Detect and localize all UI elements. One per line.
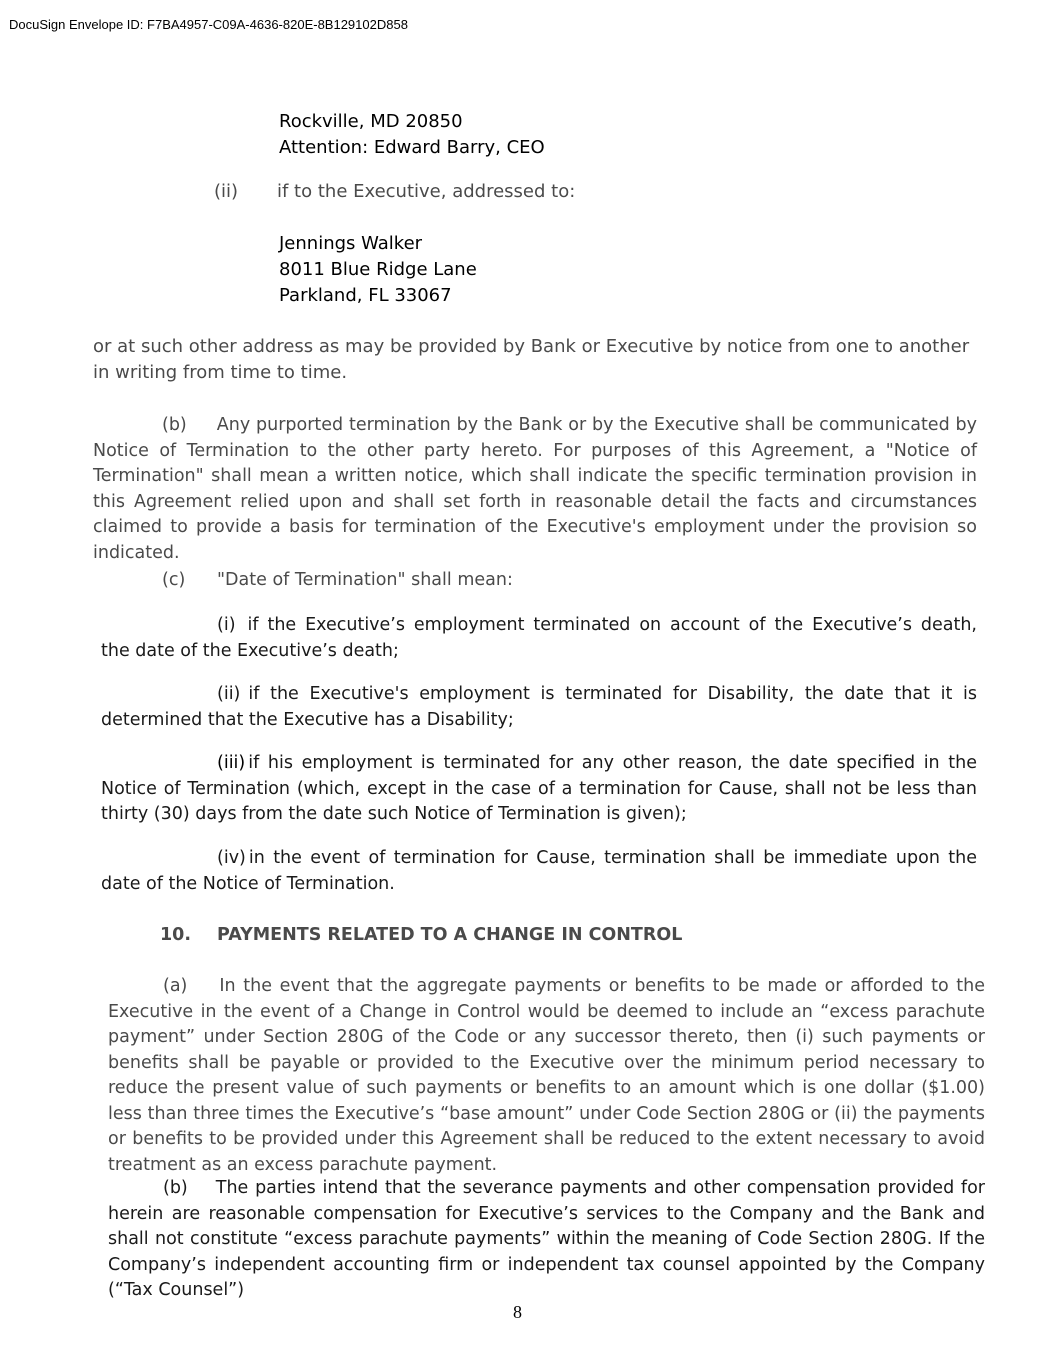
paragraph-b-label: (b)	[162, 415, 187, 435]
sub-item-iv-text: in the event of termination for Cause, termination shall be immediate upon the date of the Notice of Termination.	[101, 848, 977, 894]
sub-item-iv	[101, 846, 977, 897]
sub-item-iv-label: (iv)	[217, 848, 246, 868]
sub-item-i-label: (i)	[217, 615, 236, 635]
docusign-envelope-id: DocuSign Envelope ID: F7BA4957-C09A-4636-820E-8B129102D858	[9, 17, 408, 32]
executive-notice-text: if to the Executive, addressed to:	[277, 181, 576, 202]
executive-city: Parkland, FL 33067	[279, 285, 452, 306]
paragraph-10b	[108, 1176, 985, 1304]
section-10-title: PAYMENTS RELATED TO A CHANGE IN CONTROL	[217, 925, 683, 945]
page-number: 8	[513, 1302, 522, 1322]
bank-address-city: Rockville, MD 20850	[279, 111, 463, 132]
sub-item-iii-text: if his employment is terminated for any other reason, the date specified in the Notice of Termination (which, except in the case of a termination for Cause, shall not be less than thirty (30) days from the date such Notice of Termination is given);	[101, 753, 977, 824]
sub-item-iii-label: (iii)	[217, 753, 246, 773]
executive-name: Jennings Walker	[279, 233, 423, 254]
paragraph-10a-label: (a)	[163, 976, 188, 996]
executive-street: 8011 Blue Ridge Lane	[279, 259, 477, 280]
paragraph-10a	[108, 974, 985, 1178]
paragraph-c-label: (c)	[162, 570, 186, 590]
paragraph-c-text: "Date of Termination" shall mean:	[217, 570, 513, 590]
sub-item-ii-label: (ii)	[217, 684, 241, 704]
sub-item-iii	[101, 751, 977, 828]
paragraph-10b-text: The parties intend that the severance payments and other compensation provided for herein are reasonable compensation for Executive’s services to the Company and the Bank and shall not constitute “excess parachute payments” within the meaning of Code Section 280G. If the Company’s independent accounting firm or independent tax counsel appointed by the Company (“Tax Counsel”)	[108, 1178, 985, 1300]
paragraph-b	[93, 413, 977, 566]
section-10-number: 10.	[160, 925, 192, 945]
sub-item-ii-text: if the Executive's employment is terminated for Disability, the date that it is determined that the Executive has a Disability;	[101, 684, 977, 730]
sub-item-i-text: if the Executive’s employment terminated on account of the Executive’s death, the date of the Executive’s death;	[101, 615, 977, 661]
other-address-paragraph: or at such other address as may be provided by Bank or Executive by notice from one to another in writing from time to time.	[93, 336, 970, 383]
bank-address-attention: Attention: Edward Barry, CEO	[279, 137, 545, 158]
sub-item-i	[101, 613, 977, 664]
paragraph-b-text: Any purported termination by the Bank or by the Executive shall be communicated by Notice of Termination to the other party hereto. For purposes of this Agreement, a "Notice of Termination" shall mean a written notice, which shall indicate the specific termination provision in this Agreement relied upon and shall set forth in reasonable detail the facts and circumstances claimed to provide a basis for termination of the Executive's employment under the provision so indicated.	[93, 415, 977, 563]
paragraph-10a-text: In the event that the aggregate payments or benefits to be made or afforded to the Executive in the event of a Change in Control would be deemed to include an “excess parachute payment” under Section 280G of the Code or any successor thereto, then (i) such payments or benefits shall be payable or provided to the Executive over the minimum period necessary to reduce the present value of such payments or benefits to an amount which is one dollar ($1.00) less than three times the Executive’s “base amount” under Code Section 280G or (ii) the payments or benefits to be provided under this Agreement shall be reduced to the extent necessary to avoid treatment as an excess parachute payment.	[108, 976, 985, 1175]
executive-notice-label: (ii)	[214, 181, 239, 202]
sub-item-ii	[101, 682, 977, 733]
paragraph-10b-label: (b)	[163, 1178, 188, 1198]
